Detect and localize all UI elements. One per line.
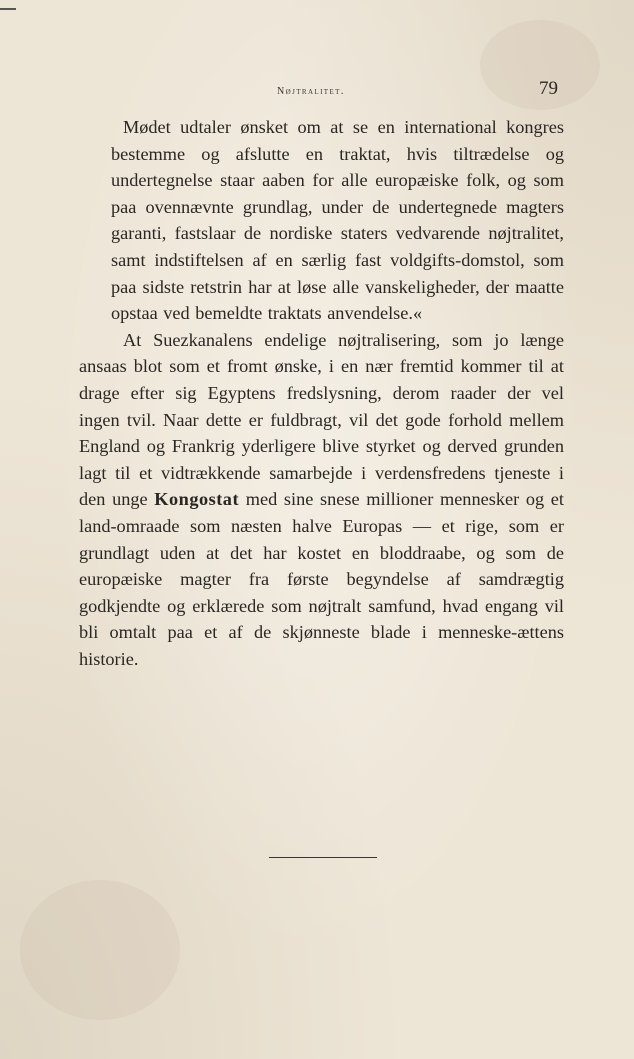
page-number: 79 <box>539 78 558 99</box>
paragraph-suez <box>79 327 564 673</box>
running-head <box>0 78 634 106</box>
section-end-rule <box>269 857 377 858</box>
scan-edge-mark <box>0 8 16 10</box>
paragraph-quote-continuation: Mødet udtaler ønsket om at se en international kongres bestemme og afslutte en traktat, hvis tiltrædelse og undertegnelse staar aaben for alle europæiske folk, og som paa ovennævnte grundlag, under de undertegnede magters garanti, fastslaar de nordiske staters vedvarende nøjtralitet, samt indstiftelsen af en særlig fast voldgifts-domstol, som paa sidste retstrin har at løse alle vanskeligheder, der maatte opstaa ved bemeldte traktats anvendelse.« <box>111 117 564 324</box>
bold-term-kongostat: Kongostat <box>154 489 240 510</box>
running-title: Nøjtralitet. <box>277 86 345 97</box>
paragraph-text-before: At Suezkanalens endelige nøjtralisering, som jo længe ansaas blot som et fromt ønske, i en nær fremtid kommer til at drage efter sig Egyptens fredslysning, derom raader der vel ingen tvil. Naar dette er fuldbragt, vil det gode forhold mellem England og Frankrig yderligere blive styrket og derved grunden lagt til et vidtrækkende samarbejde i verdensfredens tjeneste i den unge <box>79 329 564 510</box>
paragraph-text-after: med sine snese millioner mennesker og et land-omraade som næsten halve Europas — et rige, som er grundlagt uden at det har kostet en bloddraabe, og som de europæiske magter fra første begyndelse af samdrægtig godkjendte og erklærede som nøjtralt samfund, hvad engang vil bli omtalt paa et af de skjønneste blade i menneske-ættens historie. <box>79 489 564 669</box>
body-text <box>79 114 564 672</box>
paper-stain <box>20 880 180 1020</box>
